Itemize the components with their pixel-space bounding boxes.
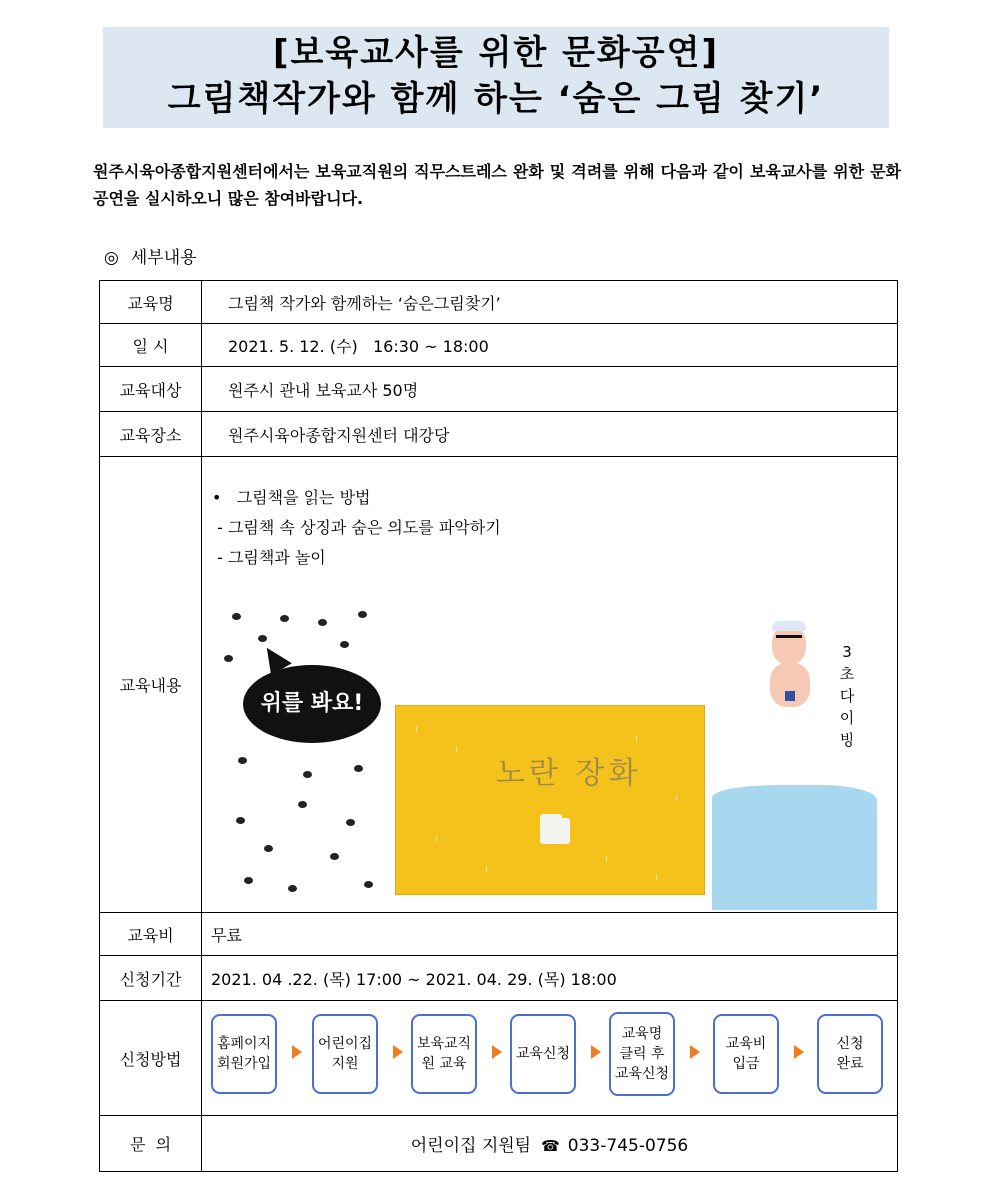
double-circle-icon: ◎ (104, 248, 119, 268)
contact-cell (202, 1116, 898, 1172)
row-value: 그림책 작가와 함께하는 ‘숨은그림찾기’ (202, 281, 898, 324)
arrow-right-icon (292, 1045, 302, 1059)
telephone-icon: ☎ (541, 1137, 560, 1155)
row-label: 문 의 (100, 1116, 202, 1172)
row-label: 일 시 (100, 324, 202, 367)
table-row-date (100, 324, 898, 367)
row-value: 2021. 04 .22. (목) 17:00 ~ 2021. 04. 29. (목) 18:00 (202, 956, 898, 1001)
list-item: - 그림책 속 상징과 숨은 의도를 파악하기 (212, 518, 501, 537)
row-label: 교육장소 (100, 412, 202, 457)
row-value: 무료 (202, 913, 898, 956)
row-label: 교육비 (100, 913, 202, 956)
process-step: 보육교직 원 교육 (411, 1014, 477, 1094)
list-item: - 그림책과 놀이 (212, 548, 326, 567)
content-list (212, 483, 501, 573)
table-row-method (100, 1001, 898, 1116)
list-item: • 그림책을 읽는 방법 (212, 488, 371, 507)
table-row-fee (100, 913, 898, 956)
table-row-name (100, 281, 898, 324)
detail-table (99, 280, 898, 1172)
arrow-right-icon (794, 1045, 804, 1059)
process-step: 교육신청 (510, 1014, 576, 1094)
water-illustration (712, 785, 877, 910)
book-title: 노란 장화 (496, 756, 642, 791)
contact-phone: 033-745-0756 (567, 1136, 689, 1156)
row-value: 2021. 5. 12. (수) 16:30 ~ 18:00 (202, 324, 898, 367)
table-row-period (100, 956, 898, 1001)
title-banner (103, 27, 889, 128)
arrow-right-icon (393, 1045, 403, 1059)
process-step: 교육비 입금 (713, 1014, 779, 1094)
contact-team: 어린이집 지원팀 (410, 1136, 532, 1156)
process-step: 어린이집 지원 (312, 1014, 378, 1094)
table-row-target (100, 367, 898, 412)
method-cell (202, 1001, 898, 1116)
row-label: 교육내용 (100, 457, 202, 913)
book-cover-yellow-boots (395, 705, 705, 895)
row-value: 원주시육아종합지원센터 대강당 (202, 412, 898, 457)
process-step: 신청 완료 (817, 1014, 883, 1094)
row-value: 원주시 관내 보육교사 50명 (202, 367, 898, 412)
arrow-right-icon (492, 1045, 502, 1059)
table-row-place (100, 412, 898, 457)
section-heading (104, 243, 197, 268)
table-row-contact (100, 1116, 898, 1172)
book-cover-diving (712, 605, 877, 910)
row-label: 교육명 (100, 281, 202, 324)
section-label: 세부내용 (130, 248, 197, 268)
table-row-content (100, 457, 898, 913)
arrow-right-icon (591, 1045, 601, 1059)
row-label: 교육대상 (100, 367, 202, 412)
row-label: 신청기간 (100, 956, 202, 1001)
process-step: 교육명 클릭 후 교육신청 (609, 1012, 675, 1096)
book-title: 위를 봐요! (243, 665, 381, 743)
page-title-line-1: [보육교사를 위한 문화공연] (272, 33, 720, 73)
page-title-line-2: 그림책작가와 함께 하는 ‘숨은 그림 찾기’ (167, 79, 825, 119)
process-flow (211, 1012, 883, 1098)
book-cover-look-up (218, 605, 388, 895)
content-cell (202, 457, 898, 913)
process-step: 홈페이지 회원가입 (211, 1014, 277, 1094)
intro-paragraph: 원주시육아종합지원센터에서는 보육교직원의 직무스트레스 완화 및 격려를 위해 다음과 같이 보육교사를 위한 문화공연을 실시하오니 많은 참여바랍니다. (93, 162, 901, 208)
arrow-right-icon (690, 1045, 700, 1059)
row-label: 신청방법 (100, 1001, 202, 1116)
book-title: 3초 다이빙 (839, 643, 855, 749)
